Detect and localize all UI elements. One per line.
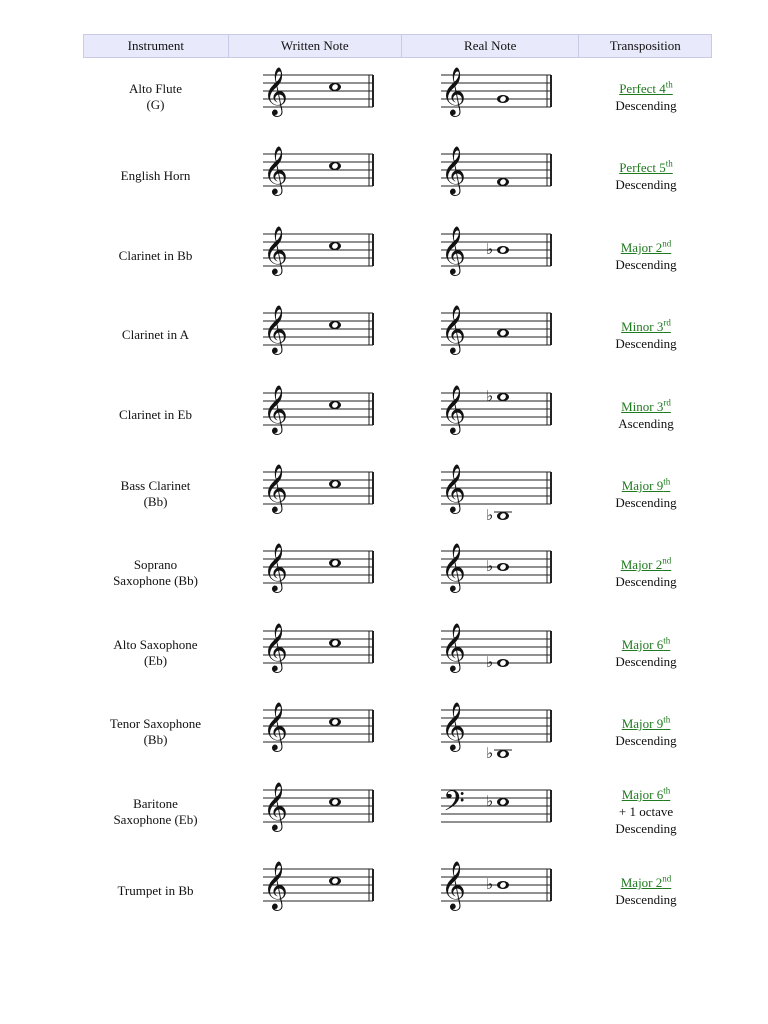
transposition-direction: Descending [615,653,677,669]
instrument-name-line: Tenor Saxophone [109,716,202,732]
table-row [83,851,712,931]
interval-ordinal: rd [663,317,671,328]
transposition [580,295,712,375]
real-note-staff [433,136,557,216]
whole-note [497,329,509,337]
treble-clef-icon: 𝄞 [441,304,466,354]
whole-note [329,639,341,647]
header-real-note: Real Note [402,35,579,57]
instrument-name [83,772,228,852]
transposition [580,136,712,216]
flat-icon: ♭ [486,557,494,576]
table-row [83,533,712,613]
written-note-staff [255,851,379,931]
interval-ordinal: th [665,159,673,170]
instrument-name-line: Bass Clarinet [120,478,191,493]
whole-note [497,798,509,806]
treble-clef-icon: 𝄞 [263,860,288,909]
written-note-staff [255,375,379,455]
flat-icon: ♭ [486,239,494,258]
treble-clef-icon: 𝄞 [263,701,288,751]
transposition [580,57,712,137]
instrument-name [83,136,228,216]
interval-label [621,398,671,415]
treble-clef-icon: 𝄞 [441,701,466,751]
interval-ordinal: th [663,476,671,487]
treble-clef-icon: 𝄞 [441,463,466,512]
transposition [580,692,712,772]
transposition [580,454,712,534]
interval-label [619,80,673,97]
real-note-staff [433,533,557,613]
interval-ordinal: nd [662,238,672,249]
treble-clef-icon: 𝄞 [263,304,288,354]
transposition [580,216,712,296]
written-note-staff [255,454,379,534]
whole-note [329,877,341,885]
interval-label [622,715,671,732]
treble-clef-icon: 𝄞 [263,780,288,830]
treble-clef-icon: 𝄞 [441,66,466,115]
transposition-direction: + 1 octave [618,804,674,820]
instrument-name-line: Saxophone (Eb) [113,811,198,827]
flat-icon: ♭ [486,744,494,763]
interval-text: Major 6 [621,636,664,652]
treble-clef-icon: 𝄞 [263,66,288,115]
whole-note [329,559,341,567]
instrument-name-line: Soprano [133,557,178,573]
instrument-name-line: (Bb) [143,732,168,748]
interval-label [622,477,671,494]
interval-ordinal: th [663,785,671,796]
flat-icon: ♭ [486,875,494,893]
treble-clef-icon: 𝄞 [263,224,288,274]
treble-clef-icon: 𝄞 [441,224,466,274]
interval-ordinal: nd [662,556,672,567]
table-row [83,613,712,693]
written-note-staff [255,57,379,137]
instrument-name-line: Trumpet in Bb [117,883,194,898]
instrument-name-line: (G) [146,97,165,112]
whole-note [329,480,341,488]
transposition-direction: Descending [615,177,677,193]
instrument-name [83,375,228,455]
transposition-direction: Ascending [618,415,674,431]
written-note-staff [255,692,379,772]
treble-clef-icon: 𝄞 [441,145,466,195]
treble-clef-icon: 𝄞 [263,463,288,512]
table-row [83,375,712,455]
transposition-direction: Descending [615,821,677,837]
whole-note [329,798,341,806]
instrument-name [83,216,228,296]
real-note-staff [433,375,557,455]
real-note-staff [433,295,557,375]
real-note-staff [433,851,557,931]
instrument-name [83,454,228,534]
table-row [83,692,712,772]
whole-note [329,242,341,250]
header-transposition: Transposition [609,38,681,53]
instrument-name [83,613,228,693]
flat-icon: ♭ [486,386,494,405]
transposition-direction: Descending [615,495,677,510]
whole-note [497,178,509,186]
header-written-note: Written Note [229,35,402,57]
interval-text: Major 2 [620,875,663,890]
table-row [83,216,712,296]
table-header [83,34,712,58]
interval-label [621,239,672,256]
whole-note [329,83,341,91]
table-row [83,136,712,216]
interval-label [621,874,672,891]
written-note-staff [255,216,379,296]
instrument-name-line: Alto Saxophone [113,636,198,652]
whole-note [497,393,509,401]
instrument-name-line: Clarinet in Eb [119,406,192,422]
written-note-staff [255,295,379,375]
table-row [83,57,712,137]
instrument-name-line: Alto Flute [128,81,183,96]
transposition-direction: Descending [615,98,677,113]
instrument-name-line: (Bb) [143,494,168,509]
flat-icon: ♭ [486,652,494,671]
treble-clef-icon: 𝄞 [263,542,288,592]
instrument-name-line: Baritone [133,795,178,811]
instrument-name [83,295,228,375]
table-row [83,772,712,852]
instrument-name [83,692,228,772]
instrument-name-line: Saxophone (Bb) [113,573,198,589]
interval-text: Major 9 [621,716,664,732]
treble-clef-icon: 𝄞 [263,145,288,195]
real-note-staff [433,454,557,534]
whole-note [497,512,509,520]
real-note-staff [433,57,557,137]
header-instrument: Instrument [84,35,229,57]
transposition [580,533,712,613]
instrument-name-line: Clarinet in A [121,327,190,343]
interval-label [622,636,671,653]
instrument-name [83,533,228,613]
treble-clef-icon: 𝄞 [441,860,466,909]
transposition-direction: Descending [615,256,677,272]
table-row [83,454,712,534]
whole-note [497,659,509,667]
real-note-staff [433,772,557,852]
interval-label [621,318,671,335]
treble-clef-icon: 𝄞 [441,383,466,433]
interval-text: Perfect 5 [619,160,666,176]
interval-ordinal: rd [663,397,671,408]
treble-clef-icon: 𝄞 [263,383,288,433]
table-row [83,295,712,375]
interval-text: Major 6 [621,787,664,803]
written-note-staff [255,533,379,613]
interval-text: Major 9 [621,478,664,493]
instrument-name [83,57,228,137]
transposition-table [83,34,712,909]
whole-note [329,162,341,170]
real-note-staff [433,692,557,772]
instrument-name-line: Clarinet in Bb [118,247,193,263]
transposition [580,772,712,852]
treble-clef-icon: 𝄞 [263,621,288,671]
treble-clef-icon: 𝄞 [441,621,466,671]
whole-note [329,401,341,409]
transposition-direction: Descending [615,574,677,590]
instrument-name [83,851,228,931]
real-note-staff [433,216,557,296]
transposition-direction: Descending [615,336,677,352]
interval-ordinal: th [663,635,671,646]
bass-clef-icon: 𝄢 [443,784,465,825]
whole-note [497,750,509,758]
transposition [580,375,712,455]
treble-clef-icon: 𝄞 [441,542,466,592]
interval-text: Minor 3 [621,319,664,335]
instrument-name-line: (Eb) [143,652,168,668]
flat-icon: ♭ [486,506,494,524]
whole-note [329,718,341,726]
interval-label [622,786,671,803]
transposition-direction: Descending [615,733,677,749]
interval-text: Major 2 [620,557,663,573]
written-note-staff [255,613,379,693]
interval-ordinal: nd [662,873,672,884]
written-note-staff [255,136,379,216]
transposition [580,851,712,931]
whole-note [497,563,509,571]
transposition [580,613,712,693]
interval-label [619,159,673,176]
interval-text: Major 2 [620,239,663,255]
whole-note [497,881,509,889]
whole-note [329,321,341,329]
whole-note [497,246,509,254]
transposition-direction: Descending [615,892,677,907]
interval-label [621,556,672,573]
real-note-staff [433,613,557,693]
instrument-name-line: English Horn [120,168,191,184]
interval-text: Minor 3 [621,398,664,414]
interval-ordinal: th [665,79,673,90]
written-note-staff [255,772,379,852]
flat-icon: ♭ [486,791,494,810]
whole-note [497,95,509,103]
interval-ordinal: th [663,714,671,725]
interval-text: Perfect 4 [619,81,666,96]
